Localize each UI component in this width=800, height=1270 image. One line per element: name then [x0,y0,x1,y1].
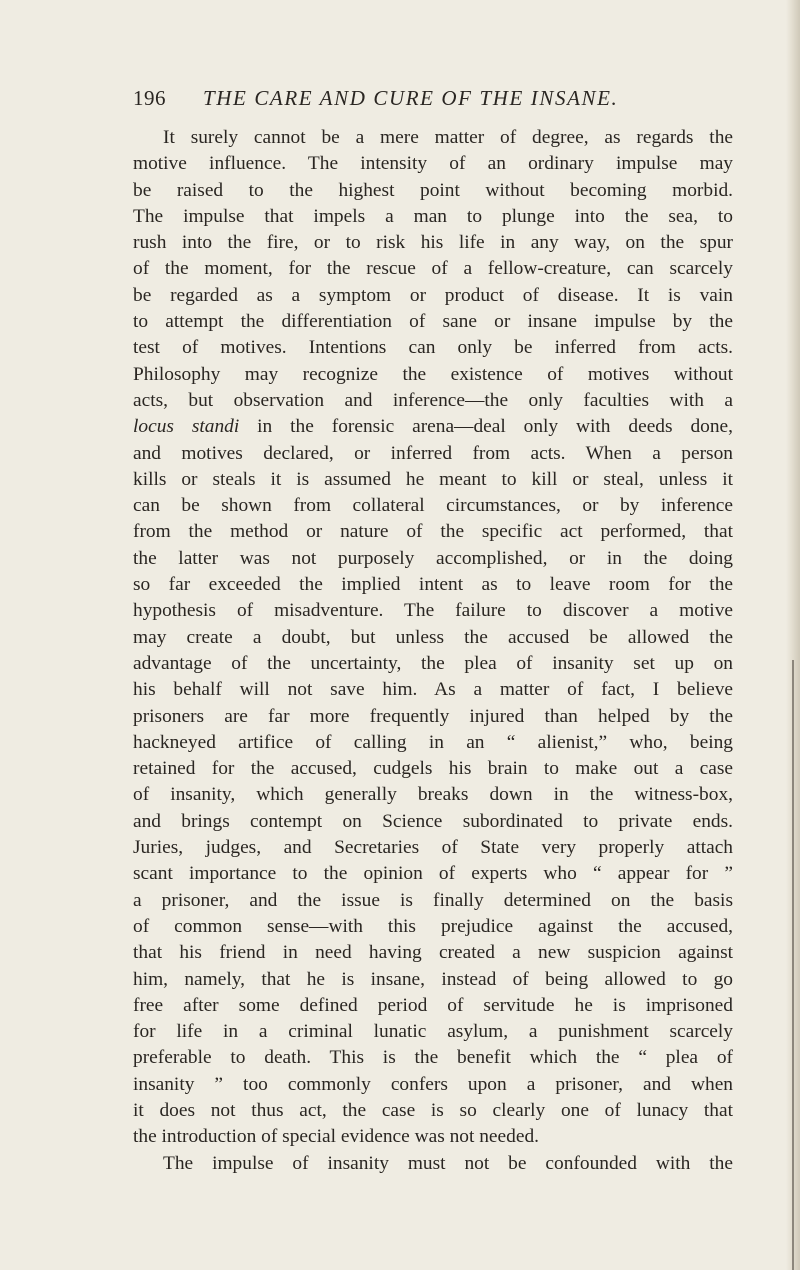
text-line-32: that his friend in need having created a new suspicion against [133,942,733,964]
text-line-33: him, namely, that he is insane, instead of being allowed to go [133,968,733,990]
text-line-7: be regarded as a symptom or product of disease. It is vain [133,284,733,306]
text-line-8: to attempt the differentiation of sane or insane impulse by the [133,311,733,333]
text-line-24: hackneyed artifice of calling in an “ alienist,” who, being [133,731,733,753]
running-title: THE CARE AND CURE OF THE INSANE. [203,86,619,110]
page-edge-line [792,660,794,1270]
text-line-1: It surely cannot be a mere matter of degree, as regards the [163,127,733,148]
text-line-14: kills or steals it is assumed he meant to kill or steal, unless it [133,468,733,490]
text-line-26: of insanity, which generally breaks down in the witness-box, [133,784,733,806]
text-line-3: be raised to the highest point without becoming morbid. [133,179,733,201]
text-line-6: of the moment, for the rescue of a fellow-creature, can scarcely [133,258,733,280]
text-line-25: retained for the accused, cudgels his brain to make out a case [133,758,733,780]
text-line-29: scant importance to the opinion of experts who “ appear for ” [133,863,733,885]
text-line-37: insanity ” too commonly confers upon a prisoner, and when [133,1073,733,1095]
text-line-20: may create a doubt, but unless the accused be allowed the [133,626,733,648]
text-line-11: acts, but observation and inference—the only faculties with a [133,389,733,411]
text-line-38: it does not thus act, the case is so clearly one of lunacy that [133,1099,733,1121]
text-line-9: test of motives. Intentions can only be inferred from acts. [133,337,733,359]
text-line-27: and brings contempt on Science subordinated to private ends. [133,810,733,832]
text-line-36: preferable to death. This is the benefit which the “ plea of [133,1047,733,1069]
text-line-5: rush into the fire, or to risk his life in any way, on the spur [133,232,733,254]
text-line-30: a prisoner, and the issue is finally determined on the basis [133,889,733,911]
running-head [133,86,733,116]
text-line-13: and motives declared, or inferred from acts. When a person [133,442,733,464]
text-line-12 [133,414,733,440]
text-line-28: Juries, judges, and Secretaries of State very properly attach [133,837,733,859]
text-line-35: for life in a criminal lunatic asylum, a punishment scarcely [133,1021,733,1043]
text-line-16: from the method or nature of the specific act performed, that [133,521,733,543]
text-line-2: motive influence. The intensity of an ordinary impulse may [133,153,733,175]
text-line-4: The impulse that impels a man to plunge into the sea, to [133,205,733,227]
text-line-31: of common sense—with this prejudice against the accused, [133,915,733,937]
text-line-12-rest: in the forensic arena—deal only with deeds done, [257,416,733,438]
text-line-40: The impulse of insanity must not be confounded with the [163,1152,733,1174]
text-line-39: the introduction of special evidence was not needed. [133,1126,539,1148]
italic-phrase: locus standi [133,416,240,438]
text-line-10: Philosophy may recognize the existence of motives without [133,363,733,385]
text-line-18: so far exceeded the implied intent as to leave room for the [133,574,733,596]
page-number: 196 [133,86,166,110]
text-line-34: free after some defined period of servitude he is imprisoned [133,994,733,1016]
text-line-19: hypothesis of misadventure. The failure to discover a motive [133,600,733,622]
text-line-21: advantage of the uncertainty, the plea of insanity set up on [133,652,733,674]
text-line-22: his behalf will not save him. As a matter of fact, I believe [133,679,733,701]
text-line-23: prisoners are far more frequently injured than helped by the [133,705,733,727]
text-line-17: the latter was not purposely accomplished, or in the doing [133,547,733,569]
text-line-15: can be shown from collateral circumstances, or by inference [133,495,733,517]
body-text [133,125,733,1185]
